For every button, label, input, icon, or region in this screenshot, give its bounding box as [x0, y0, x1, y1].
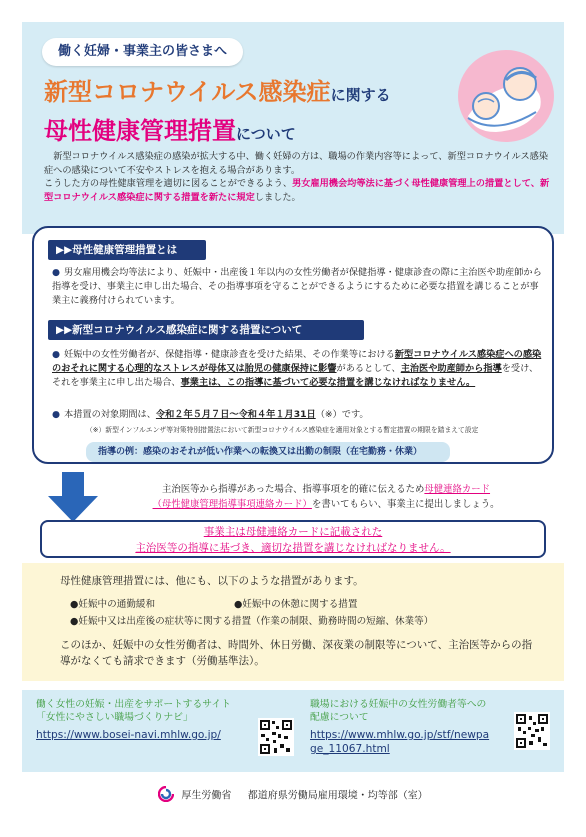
mhlw-page-link[interactable]: https://www.mhlw.go.jp/stf/newpa ge_11067.html	[310, 729, 490, 755]
guidance-example: 指導の例：感染のおそれが低い作業への転換又は出勤の制限（在宅勤務・休業）	[86, 442, 450, 462]
audience-label: 働く妊婦・事業主の皆さまへ	[42, 38, 243, 66]
navi-site-link[interactable]: https://www.bosei-navi.mhlw.go.jp/	[36, 729, 221, 741]
navi-site-block: 働く女性の妊娠・出産をサポートするサイト 「女性にやさしい職場づくりナビ」 https://www.bosei-navi.mhlw.go.jp/	[36, 698, 256, 742]
period-footnote: （※）新型インフルエンザ等対策特別措置法において新型コロナウイルス感染症を適用対象とする暫定措置の期限を踏まえて設定	[86, 426, 479, 434]
footer	[0, 786, 586, 802]
section-heading-covid-measures: ▶▶新型コロナウイルス感染症に関する措置について	[48, 320, 364, 340]
maternal-health-description: ● 男女雇用機会均等法により、妊娠中・出産後１年以内の女性労働者が保健指導・健康診査の際に主治医や助産師から指導を受け、事業主に申し出た場合、その指導事項を守ることができるようにするために必要な措置を講じることが事業主に義務付けられています。	[52, 267, 542, 306]
other-measures-section	[22, 563, 564, 681]
office-name: 都道府県労働局雇用環境・均等部（室）	[247, 790, 428, 802]
title-main-1: 新型コロナウイルス感染症	[44, 78, 331, 106]
health-card-instruction: 主治医等から指導があった場合、指導事項を的確に伝えるため母健連絡カード （母性健康管理指導事項連絡カード）を書いてもらい、事業主に提出しましょう。	[152, 484, 500, 510]
health-card-link[interactable]: 母健連絡カード	[424, 484, 491, 495]
measure-breaks: ●妊娠中の休憩に関する措置	[234, 599, 358, 610]
intro-highlight: 男女雇用機会均等法に基づく母性健康管理上の措置として、新型コロナウイルス感染症に関する措置を新たに規定	[44, 178, 550, 203]
labor-standards-note: このほか、妊娠中の女性労働者は、時間外、休日労働、深夜業の制限等について、主治医等からの指導がなくても請求できます（労働基準法）。	[60, 639, 533, 667]
ministry-name: 厚生労働省	[181, 790, 232, 802]
ministry-logo-icon	[158, 786, 174, 802]
qr-code-icon	[258, 718, 294, 756]
other-measures-lead: 母性健康管理措置には、他にも、以下のような措置があります。	[60, 575, 364, 587]
period-dates: 令和２年５月７日～令和４年１月31日	[155, 409, 316, 420]
title-suffix-1: に関する	[330, 86, 391, 104]
title-main-2: 母性健康管理措置	[44, 117, 236, 145]
employer-obligation-box	[40, 520, 546, 558]
workplace-consideration-block: 職場における妊娠中の女性労働者等への 配慮について https://www.mhlw.go.jp/stf/newpa ge_11067.html	[310, 698, 520, 756]
employer-obligation-line2: 主治医等の指導に基づき、適切な措置を講じなければなりません。	[135, 542, 451, 554]
title-suffix-2: について	[236, 125, 296, 143]
employer-obligation-line1: 事業主は母健連絡カードに記載された	[203, 526, 383, 538]
qr-code-icon	[514, 712, 550, 750]
measures-box	[32, 226, 554, 464]
target-period: ● 本措置の対象期間は、令和２年５月７日～令和４年１月31日（※）です。	[52, 409, 369, 420]
section-heading-maternal-health: ▶▶母性健康管理措置とは	[48, 240, 206, 260]
down-arrow-icon	[48, 472, 98, 522]
page-title	[44, 74, 464, 152]
mother-baby-illustration	[448, 46, 554, 146]
health-card-fullname-link[interactable]: （母性健康管理指導事項連絡カード）	[152, 499, 312, 510]
links-panel	[22, 690, 564, 772]
intro-paragraph: 新型コロナウイルス感染症の感染が拡大する中、働く妊婦の方は、職場の作業内容等によって、新型コロナウイルス感染症への感染について不安やストレスを抱える場合があります。 こうした方の母性健康管理を適切に図ることができるよう、男女雇用機会均等法に基づく母性健康管理上の措置として、新型コロナウイルス感染症に関する措置を新たに規定しました。	[44, 151, 550, 203]
measure-commute: ●妊娠中の通勤緩和	[70, 599, 156, 610]
covid-measures-description: ● 妊娠中の女性労働者が、保健指導・健康診査を受けた結果、その作業等における新型コロナウイルス感染症への感染のおそれに関する心理的なストレスが母体又は胎児の健康保持に影響があるとして、主治医や助産師から指導を受け、それを事業主に申し出た場合、事業主は、この指導に基づいて必要な措置を講じなければなりません。	[52, 349, 542, 388]
measure-symptoms: ●妊娠中又は出産後の症状等に関する措置（作業の制限、勤務時間の短縮、休業等）	[70, 616, 434, 627]
